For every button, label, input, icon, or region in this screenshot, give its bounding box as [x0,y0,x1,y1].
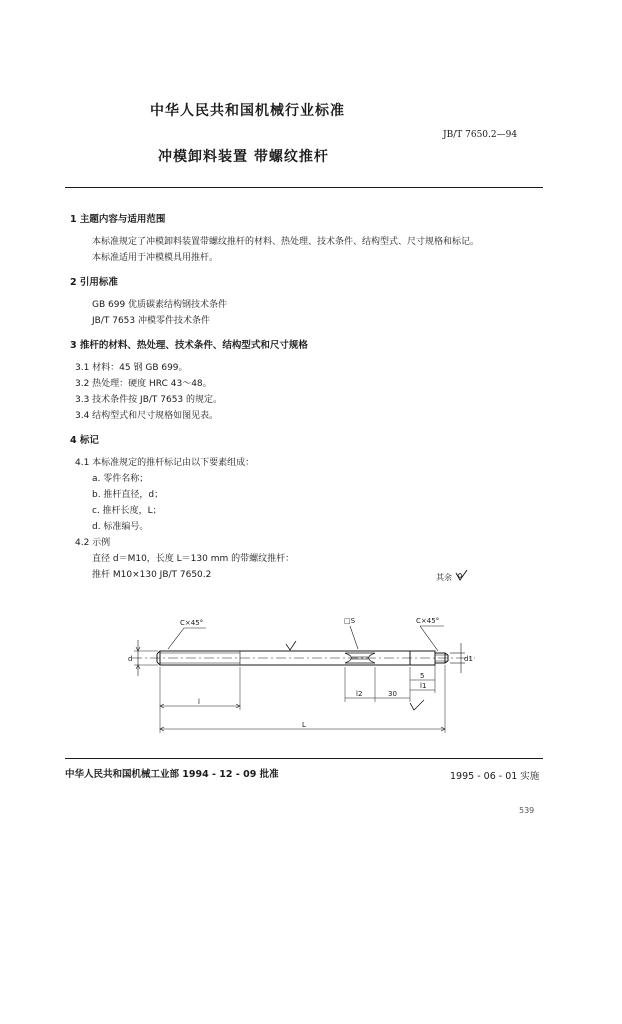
section-1-heading: 1 主题内容与适用范围 [70,214,166,225]
effective-date: 1995 - 06 - 01 实施 [450,771,540,782]
marking-item-c: c. 推杆长度，L； [92,506,162,516]
clause-3-4: 3.4 结构型式和尺寸规格如图见表。 [75,411,219,421]
roughness-symbol-icon [455,570,469,582]
dim-l [160,704,240,708]
page-number: 539 [519,806,535,815]
clause-3-2: 3.2 热处理：硬度 HRC 43～48。 [75,379,212,389]
section-4-heading: 4 标记 [70,435,99,446]
footer-rule [65,758,543,759]
label-30: 30 [388,690,397,698]
label-chamfer-right: C×45° [416,617,440,625]
clause-4-2: 4.2 示例 [75,538,111,548]
example-description: 直径 d＝M10，长度 L＝130 mm 的带螺纹推杆： [92,554,295,564]
roughness-note [436,570,469,583]
label-l1: l1 [420,682,427,690]
roughness-note-label: 其余 [436,573,452,582]
clause-4-1: 4.1 本标准规定的推杆标记由以下要素组成： [75,458,255,468]
roughness-mark-body [286,641,296,650]
example-marking: 推杆 M10×130 JB/T 7650.2 [92,570,212,580]
label-l: l [198,698,200,706]
leaders [168,626,444,651]
marking-item-a: a. 零件名称； [92,474,149,484]
header-rule [65,187,543,188]
label-l2: l2 [356,690,363,698]
standard-body-title: 中华人民共和国机械行业标准 [150,103,345,119]
approval-line: 中华人民共和国机械工业部 1994 - 12 - 09 批准 [65,769,279,780]
reference-2: JB/T 7653 冲模零件技术条件 [92,316,210,326]
section-3-heading: 3 推杆的材料、热处理、技术条件、结构型式和尺寸规格 [70,340,308,351]
marking-item-d: d. 标准编号。 [92,522,149,532]
section-1-para-1: 本标准规定了冲模卸料装置带螺纹推杆的材料、热处理、技术条件、结构型式、尺寸规格和标记。 [92,237,480,247]
document-title: 冲模卸料装置 带螺纹推杆 [158,149,329,165]
label-L: L [302,721,306,729]
section-1-para-2: 本标准适用于冲模模具用推杆。 [92,253,219,263]
label-chamfer-left: C×45° [180,619,204,627]
clause-3-3: 3.3 技术条件按 JB/T 7653 的规定。 [75,395,223,405]
roughness-mark-end [410,700,424,710]
push-rod-drawing [120,598,480,740]
marking-item-b: b. 推杆直径，d； [92,490,164,500]
label-square: □S [344,617,356,625]
clause-3-1: 3.1 材料：45 钢 GB 699。 [75,363,188,373]
standard-number: JB/T 7650.2—94 [443,130,518,140]
reference-1: GB 699 优质碳素结构钢技术条件 [92,300,228,310]
label-d1: d1 [464,655,473,663]
label-d: d [128,655,133,663]
label-5: 5 [420,672,425,680]
section-2-heading: 2 引用标准 [70,277,118,288]
